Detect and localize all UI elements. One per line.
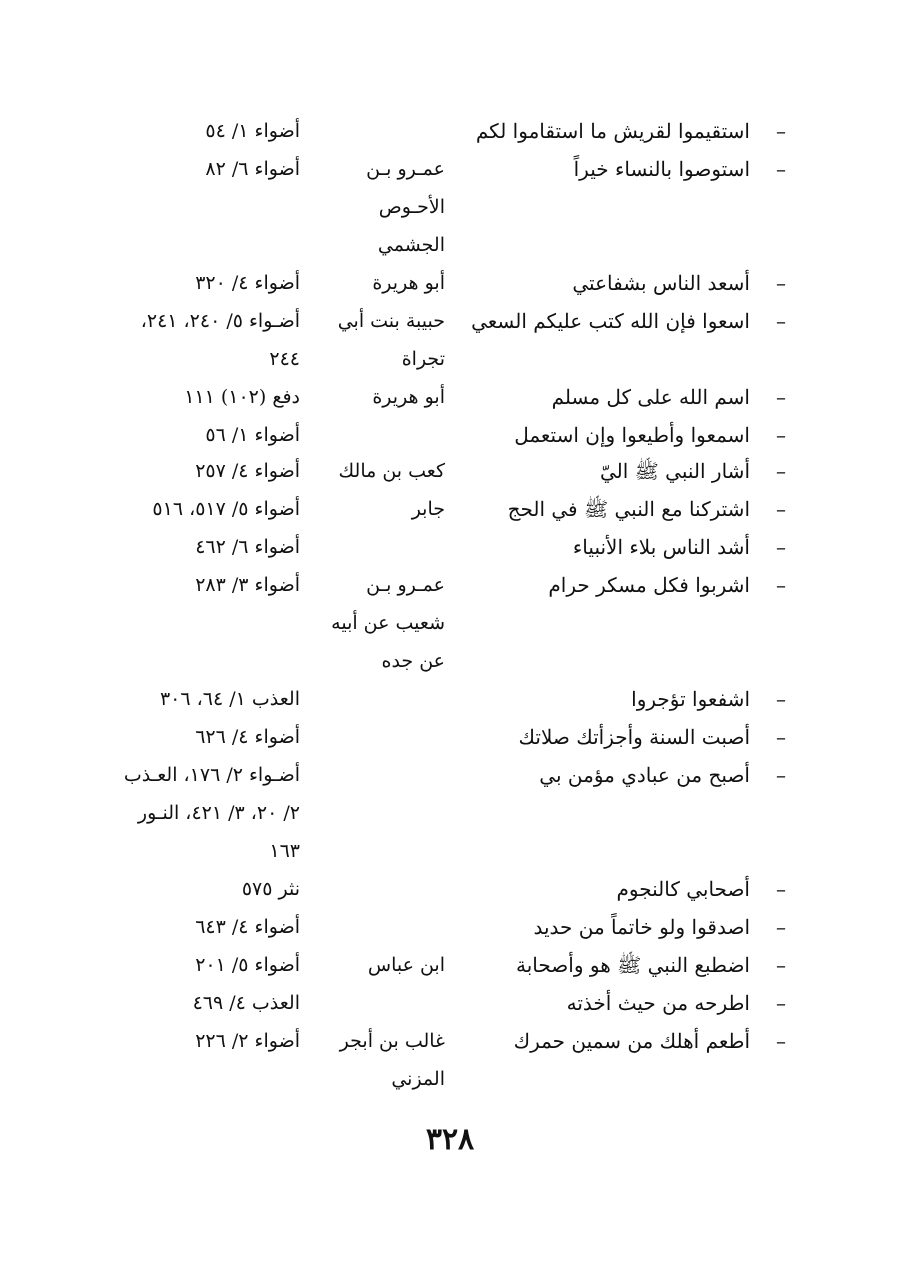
- hadith-text: أطعم أهلك من سمين حمرك: [513, 1029, 750, 1053]
- hadith-text: اسمعوا وأطيعوا وإن استعمل: [514, 423, 750, 447]
- source-reference: دفع (١٠٢) ١١١: [184, 386, 300, 408]
- entry-dash: –: [776, 157, 786, 181]
- entry-dash: –: [776, 535, 786, 559]
- index-entry-row: [0, 420, 900, 450]
- entry-dash: –: [776, 271, 786, 295]
- index-entry-row: [0, 722, 900, 752]
- narrator-text: أبو هريرة: [372, 386, 445, 408]
- narrator-text: المزني: [391, 1068, 445, 1090]
- source-reference: نثر ٥٧٥: [241, 878, 300, 900]
- source-reference: ١٦٣: [269, 840, 300, 862]
- index-entry-row: [0, 116, 900, 146]
- narrator-text: ابن عباس: [367, 954, 445, 976]
- hadith-text: اضطبع النبي ﷺ هو وأصحابة: [516, 953, 750, 977]
- source-reference: أضواء ٣/ ٢٨٣: [195, 574, 300, 596]
- index-entry-row: [0, 494, 900, 524]
- hadith-text: أشار النبي ﷺ اليّ: [599, 459, 750, 483]
- source-reference: أضواء ٥/ ٥١٧، ٥١٦: [152, 498, 300, 520]
- hadith-text: أصبت السنة وأجزأتك صلاتك: [518, 725, 750, 749]
- entry-dash: –: [776, 915, 786, 939]
- index-entry-row: [0, 608, 900, 638]
- hadith-text: أسعد الناس بشفاعتي: [572, 271, 750, 295]
- index-entry-row: [0, 456, 900, 486]
- index-entry-row: [0, 836, 900, 866]
- narrator-text: أبو هريرة: [372, 272, 445, 294]
- index-entry-row: [0, 798, 900, 828]
- index-entry-row: [0, 268, 900, 298]
- narrator-text: الجشمي: [377, 234, 445, 256]
- entry-dash: –: [776, 459, 786, 483]
- index-entry-row: [0, 646, 900, 676]
- hadith-text: اطرحه من حيث أخذته: [566, 991, 750, 1015]
- narrator-text: عن جده: [381, 650, 445, 672]
- narrator-text: حبيبة بنت أبي: [337, 310, 445, 332]
- entry-dash: –: [776, 385, 786, 409]
- index-entry-row: [0, 382, 900, 412]
- source-reference: العذب ١/ ٦٤، ٣٠٦: [159, 688, 300, 710]
- index-entry-row: [0, 1026, 900, 1056]
- hadith-text: استقيموا لقريش ما استقاموا لكم: [475, 119, 750, 143]
- hadith-text: أصحابي كالنجوم: [616, 877, 750, 901]
- entry-dash: –: [776, 725, 786, 749]
- source-reference: أضواء ١/ ٥٦: [205, 424, 300, 446]
- hadith-text: أصبح من عبادي مؤمن بي: [539, 763, 750, 787]
- index-entry-row: [0, 874, 900, 904]
- source-reference: أضواء ١/ ٥٤: [205, 120, 300, 142]
- entry-dash: –: [776, 687, 786, 711]
- index-entry-row: [0, 154, 900, 184]
- source-reference: ٢/ ٢٠، ٣/ ٤٢١، النـور: [137, 802, 300, 824]
- narrator-text: عمـرو بـن: [366, 158, 445, 180]
- narrator-text: تجراة: [401, 348, 445, 370]
- source-reference: أضـواء ٥/ ٢٤٠، ٢٤١،: [140, 310, 300, 332]
- entry-dash: –: [776, 497, 786, 521]
- entry-dash: –: [776, 423, 786, 447]
- index-entry-row: [0, 570, 900, 600]
- index-entry-row: [0, 912, 900, 942]
- hadith-text: اشربوا فكل مسكر حرام: [548, 573, 750, 597]
- source-reference: أضواء ٤/ ٦٤٣: [195, 916, 300, 938]
- source-reference: أضواء ٤/ ٦٢٦: [195, 726, 300, 748]
- source-reference: أضواء ٢/ ٢٢٦: [195, 1030, 300, 1052]
- source-reference: العذب ٤/ ٤٦٩: [192, 992, 300, 1014]
- narrator-text: جابر: [411, 498, 445, 520]
- entry-dash: –: [776, 763, 786, 787]
- source-reference: أضـواء ٢/ ١٧٦، العـذب: [123, 764, 300, 786]
- index-entry-row: [0, 760, 900, 790]
- hadith-text: اسم الله على كل مسلم: [551, 385, 750, 409]
- entry-dash: –: [776, 953, 786, 977]
- entry-dash: –: [776, 991, 786, 1015]
- narrator-text: كعب بن مالك: [338, 460, 445, 482]
- index-entry-row: [0, 988, 900, 1018]
- narrator-text: غالب بن أبجر: [339, 1030, 445, 1052]
- entry-dash: –: [776, 1029, 786, 1053]
- entry-dash: –: [776, 877, 786, 901]
- index-entry-row: [0, 684, 900, 714]
- source-reference: ٢٤٤: [269, 348, 300, 370]
- index-entry-row: [0, 230, 900, 260]
- narrator-text: عمـرو بـن: [366, 574, 445, 596]
- index-entry-row: [0, 192, 900, 222]
- hadith-text: اشتركنا مع النبي ﷺ في الحج: [507, 497, 750, 521]
- index-entry-row: [0, 950, 900, 980]
- source-reference: أضواء ٦/ ٨٢: [205, 158, 300, 180]
- source-reference: أضواء ٤/ ٣٢٠: [195, 272, 300, 294]
- hadith-text: أشد الناس بلاء الأنبياء: [572, 535, 750, 559]
- hadith-text: اشفعوا تؤجروا: [631, 687, 750, 711]
- entry-dash: –: [776, 119, 786, 143]
- narrator-text: شعيب عن أبيه: [331, 612, 445, 634]
- hadith-text: استوصوا بالنساء خيراً: [573, 157, 750, 181]
- source-reference: أضواء ٥/ ٢٠١: [195, 954, 300, 976]
- page-number: ٣٢٨: [425, 1122, 475, 1157]
- entry-dash: –: [776, 309, 786, 333]
- source-reference: أضواء ٤/ ٢٥٧: [195, 460, 300, 482]
- index-entry-row: [0, 532, 900, 562]
- hadith-text: اسعوا فإن الله كتب عليكم السعي: [471, 309, 750, 333]
- index-entry-row: [0, 1064, 900, 1094]
- narrator-text: الأحـوص: [378, 196, 445, 218]
- entry-dash: –: [776, 573, 786, 597]
- source-reference: أضواء ٦/ ٤٦٢: [195, 536, 300, 558]
- index-entry-row: [0, 344, 900, 374]
- index-entry-row: [0, 306, 900, 336]
- hadith-text: اصدقوا ولو خاتماً من حديد: [533, 915, 750, 939]
